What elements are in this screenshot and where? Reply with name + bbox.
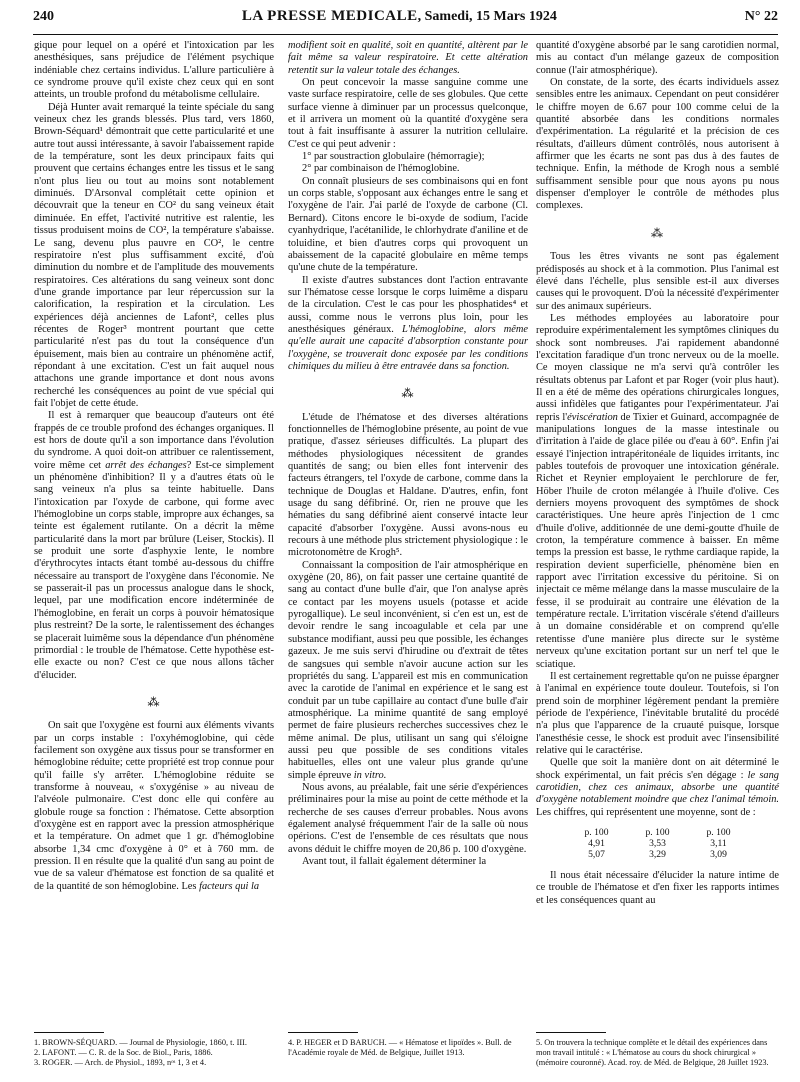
footnote: 1. BROWN-SÉQUARD. — Journal de Physiologie, 1860, t. III. bbox=[34, 1038, 247, 1047]
footnote: 4. P. HEGER et D BARUCH. — « Hématose et lipoïdes ». Bull. de l'Académie royale de Méd. de Belgique, Juillet 1913. bbox=[288, 1038, 512, 1057]
paragraph: Les méthodes employées au laboratoire pour reproduire expérimentalement les symptômes cliniques du shock sont nombreuses. J'ai rapidement abandonné l'excitation faradique d'un tronc nerveux ou de la moelle. Ce moyen classique ne m'a servi qu'à contrôler les résultats obtenus par Lafont et par Roger (voir plus haut). Il en a été de même des opérations chirurgicales longues, aussi infidèles que fatigantes pour l'expérimentateur. J'ai repris l'éviscération de Tixier et Guinard, accompagnée de manipulations longues de la masse intestinale ou d'irritation à l'aide de glace pilée ou d'eau à 60°. Enfin j'ai essayé l'injection intrapéritonéale de liquides irritants, inc pables toutefois de provoquer une intoxication générale. Richet et Reynier employaient le perchlorure de fer, Höber l'huile de croton mélangée à l'huile d'olive. Ces derniers moyens provoquent des symptômes de shock caractéristiques. Une heure après l'injection de 1 cmc d'huile d'olive, additionnée de une demi-goutte d'huile de croton, la température commence à baisser. En même temps la pression est basse, le rythme cardiaque rapide, la respiration devient superficielle, phénomène bien en rapport avec l'irritation excessive du péritoine. Si on injectait ce même mélange dans la masse musculaire de la fesse, il se produirait au contraire une élévation de la température rectale. L'irritation viscérale s'étend d'ailleurs à un domaine considérable et on comprend qu'elle retentisse d'une manière plus directe sur le système nerveux qu'une excitation portant sur un nerf tel que le sciatique. bbox=[536, 312, 780, 670]
section-separator: ⁂ bbox=[651, 225, 664, 240]
values-column: p. 100 3,11 3,09 bbox=[706, 826, 731, 860]
section-separator: ⁂ bbox=[401, 386, 415, 401]
footnotes-column-2 bbox=[288, 1038, 528, 1058]
paragraph: On connaît plusieurs de ses combinaisons qui en font un corps stable, s'opposant aux échanges entre le sang et l'oxygène de l'air. J'ai parlé de l'oxyde de carbone (Cl. Bernard). Citons encore le bi-oxyde de sodium, l'acide cyanhydrique, l'acétanilide, le chlorhydrate d'aniline et de toluidine, et bien d'autres corps qui provoquent un abaissement de la capacité globulaire en même temps qu'une chute de la température. bbox=[288, 175, 528, 274]
journal-name: LA PRESSE MEDICALE bbox=[241, 8, 418, 24]
issue-number: N° 22 bbox=[744, 9, 778, 24]
paragraph: L'étude de l'hématose et des diverses altérations fonctionnelles de l'hémoglobine présente, au point de vue pratique, d'assez sérieuses difficultés. La plupart des méthodes physiologiques nécessitent de grandes quantités de sang; ou bien elles font intervenir des facteurs étrangers, tel l'oxyde de carbone, comme dans la technique de Douglas et Haldane. D'autres, enfin, font usage du sang défibriné. Or, rien ne prouve que les hématies du sang défibriné aient conservé intacte leur capacité d'absorber l'oxygène. Aussi avons-nous eu recours à une méthode plus strictement physiologique : le microtonomètre de Krogh⁵. bbox=[288, 411, 528, 559]
paragraph: Avant tout, il fallait également déterminer la bbox=[302, 856, 487, 867]
footnote: 2. LAFONT. — C. R. de la Soc. de Biol., Paris, 1886. bbox=[34, 1048, 213, 1057]
journal-title bbox=[242, 8, 557, 25]
paragraph: Connaissant la composition de l'air atmosphérique en oxygène (20, 86), on fait passer une certaine quantité de sang au contact d'une bulle d'air, que l'on analyse après ce contact par les moyens usuels (potasse et acide pyrogallique). Le seul inconvénient, si c'en est un, est de devoir rendre le sang incoagulable et cela par une substance modifiant, aussi peu que possible, les échanges gazeux. Je me suis servi d'hirudine ou d'extrait de têtes de sangsues qui semble n'avoir aucune action sur les propriétés du sang. L'appareil est mis en communication avec la carotide de l'animal en expérience et le sang est conduit par un tube capillaire au contact d'une bulle d'air atmosphérique. La minime quantité de sang employé permet de faire plusieurs recherches successives chez le même animal. De plus, utilisant un sang qui s'éloigne aussi peu que possible de ses conditions vitales habituelles, elles ont une valeur plus grande qu'une simple épreuve in vitro. bbox=[288, 559, 528, 781]
paragraph: Il existe d'autres substances dont l'action entravante sur l'hématose cesse lorsque le corps luimême a disparu de la circulation. C'est le cas pour les phosphatides⁴ et aussi, comme nous le verrons plus loin, pour les anesthésiques généraux. L'hémoglobine, alors même qu'elle aurait une capacité d'absorption constante pour l'oxygène, se trouverait donc exposée par les conditions chimiques du milieu à être entravée dans sa fonction. bbox=[288, 274, 528, 372]
paragraph: Il nous était nécessaire d'élucider la nature intime de ce trouble de l'hématose et d'en fixer les rapports intimes et les conséquences quant au bbox=[536, 869, 779, 906]
footnotes-column-3 bbox=[536, 1038, 779, 1068]
paragraph: Déjà Hunter avait remarqué la teinte spéciale du sang veineux chez les grands blessés. Plus tard, vers 1860, Brown-Séquard¹ démontrait que cette particularité et une autre tout aussi intéressante, à savoir l'abaissement rapide de la température, sont les deux principaux faits qui prouvent que certains échanges entre les tissus et le sang n'ont plus lieu ou tout au moins sont notablement diminués. D'Arsonval complétait cette opinion et découvrait que la teneur en CO² du sang veineux était diminuée. En effet, l'activité nutritive est ralentie, les tissus produisent moins de CO², la température s'abaisse. Le sang, devenu plus pauvre en CO², le centre respiratoire n'est plus suffisamment excité, d'où diminution du nombre et de l'amplitude des mouvements respiratoires. Ces altérations du sang veineux sont donc d'une grande importance par leur répercussion sur la calorification, la respiration et la circulation. Les expériences déjà anciennes de Lafont², celles plus récentes de Roger³ montrent pourtant que cette particularité n'est pas du tout la conséquence d'un épuisement, mais bien au contraire un phénomène actif, répondant à une excitation. C'est un fait auquel nous attachons une grande importance et dont nous avons recherché les conséquences au point de vue spécial qui fait l'objet de cette étude. bbox=[34, 101, 274, 409]
paragraph: modifient soit en qualité, soit en quantité, altèrent par le fait même sa valeur respiratoire. Et cette altération retentit sur la valeur totale des échanges. bbox=[288, 40, 528, 76]
section-separator: ⁂ bbox=[147, 694, 161, 709]
page-number: 240 bbox=[33, 9, 54, 24]
paragraph: Tous les êtres vivants ne sont pas également prédisposés au shock et à la commotion. Plus l'animal est élevé dans l'échelle, plus sensible est-il aux diverses causes qui le provoquent. D'où la nécessité d'expérimenter sur des animaux supérieurs. bbox=[536, 251, 779, 312]
issue-date: , Samedi, 15 Mars 1924 bbox=[417, 9, 557, 24]
column-3 bbox=[536, 40, 779, 907]
paragraph: Quelle que soit la manière dont on ait déterminé le shock expérimental, un fait précis s'en dégage : le sang carotidien, chez ces animaux, absorbe une quantité d'oxygène notablement moindre que chez l'animal témoin. Les chiffres, qui représentent une moyenne, sont de : bbox=[536, 757, 779, 818]
paragraph: On peut concevoir la masse sanguine comme une vaste surface respiratoire, celle de ses globules. Que cette surface vienne à diminuer par un processus quelconque, et il arrivera un moment où la quantité d'oxygène sera tout à fait insuffisante à assurer la nutrition cellulaire. C'est ce qui peut advenir : bbox=[288, 77, 528, 150]
column-2 bbox=[288, 40, 528, 868]
page-header bbox=[33, 8, 778, 35]
paragraph: On sait que l'oxygène est fourni aux éléments vivants par un corps instable : l'oxyhémoglobine, qui cède facilement son oxygène aux tissus pour se transformer en hémoglobine réduite; cette propriété est trop connue pour qu'il faille s'y arrêter. L'hémoglobine réduite se transforme à nouveau, « s'oxygénise » au niveau de l'alvéole pulmonaire. C'est donc elle qui confère au globule rouge sa fonction : l'hématose. Cette absorption d'oxygène est en rapport avec la pression atmosphérique et la température. On admet que 1 gr. d'hémoglobine absorbe 1,34 cmc d'oxygène à 0° et à 760 mm. de pression. Il en résulte que la qualité d'un sang au point de vue de sa valeur d'hématose est fonction de sa qualité et de la quantité de son hémoglobine. Les facteurs qui la bbox=[34, 720, 274, 892]
paragraph: Il est à remarquer que beaucoup d'auteurs ont été frappés de ce trouble profond des échanges organiques. Il est hors de doute qu'il a son importance dans l'évolution du syndrome. A quoi doit-on attribuer ce ralentissement, voire même cet arrêt des échanges? Est-ce simplement un phénomène d'inhibition? Il y a d'autres états où le sang veineux n'a plus sa teinte habituelle. Dans l'intoxication par l'oxyde de carbone, qui forme avec l'hémoglobine un corps stable, impropre aux échanges, sa teinte est également rutilante. On a décrit la même particularité dans la mort par brûlure (Leiser, Stockis). Il se produit une sorte d'asphyxie lente, le nombre d'érythrocytes intacts étant tombé au-dessous du chiffre nécessaire au transport de l'oxygène dans l'économie. Ne se passerait-il pas un processus analogue dans le shock, lequel, par une modification encore indéterminée de l'hémoglobine, en ferait un corps à pouvoir hématosique plus restreint? De la sorte, le ralentissement des échanges se placerait luimême sous la dépendance d'un phénomène primordial : le trouble de l'hématose. Cette hypothèse est-elle exacte ou non? C'est ce que nous allons tâcher d'élucider. bbox=[34, 410, 274, 681]
footnote: 5. On trouvera la technique complète et le détail des expériences dans mon travail intitulé : « L'hématose au cours du shock chirurgical » (mémoire couronné). Acad. roy. de Méd. de Belgique, 28 Juillet 1923. bbox=[536, 1038, 769, 1067]
values-column: p. 100 3,53 3,29 bbox=[645, 826, 670, 860]
paragraph: Nous avons, au préalable, fait une série d'expériences préliminaires pour la mise au point de cette méthode et la recherche de ses causes d'erreur probables. Nous avons également analysé fréquemment l'air de la salle où nous opérions. C'est de l'ensemble de ces résultats que nous avons déduit le chiffre moyen de 20,86 p. 100 d'oxygène. bbox=[288, 781, 528, 855]
footnote: 3. ROGER. — Arch. de Physiol., 1893, nᵒˢ 1, 3 et 4. bbox=[34, 1058, 207, 1067]
paragraph: On constate, de la sorte, des écarts individuels assez sensibles entre les animaux. Cependant on peut considérer le chiffre moyen de 6.67 pour 100 comme celui de la quantité absorbée dans les conditions normales d'expérimentation. La régularité et la précision de ces résultats, d'ailleurs dûment contrôlés, nous autorisent à affirmer que les écarts ne sont pas dus à des fautes de technique. Enfin, la méthode de Krogh nous a semblé suffisamment sensible pour que nous ayons pu nous dispenser d'employer le contrôle de méthodes plus complexes. bbox=[536, 77, 779, 212]
column-1 bbox=[34, 40, 274, 893]
list-item: 1° par soustraction globulaire (hémorragie); bbox=[302, 151, 485, 163]
footnotes-column-1 bbox=[34, 1038, 274, 1068]
paragraph: Il est certainement regrettable qu'on ne puisse épargner à l'animal en expérience toute douleur. Toutefois, si l'on prend soin de morphiner légèrement pendant la première période de l'expérience, l'inévitable brutalité du procédé n'a plus que l'apparence de la cruauté puisque, lorsque l'anesthésie cesse, le shock est produit avec l'insensibilité relative qui le caractérise. bbox=[536, 670, 779, 756]
list-item: 2° par combinaison de l'hémoglobine. bbox=[302, 163, 460, 175]
paragraph: gique pour lequel on a opéré et l'intoxication par les anesthésiques, sans préjudice de l'élément psychique indéniable chez certains individus. L'allure particulière à ce syndrome prouve qu'il existe chez ceux qui en sont atteints, un trouble profond du métabolisme cellulaire. bbox=[34, 40, 274, 101]
values-table bbox=[536, 827, 779, 860]
values-column: p. 100 4,91 5,07 bbox=[584, 826, 609, 860]
paragraph: quantité d'oxygène absorbé par le sang carotidien normal, mis au contact d'un mélange gazeux de composition connue (l'air atmosphérique). bbox=[536, 40, 779, 76]
